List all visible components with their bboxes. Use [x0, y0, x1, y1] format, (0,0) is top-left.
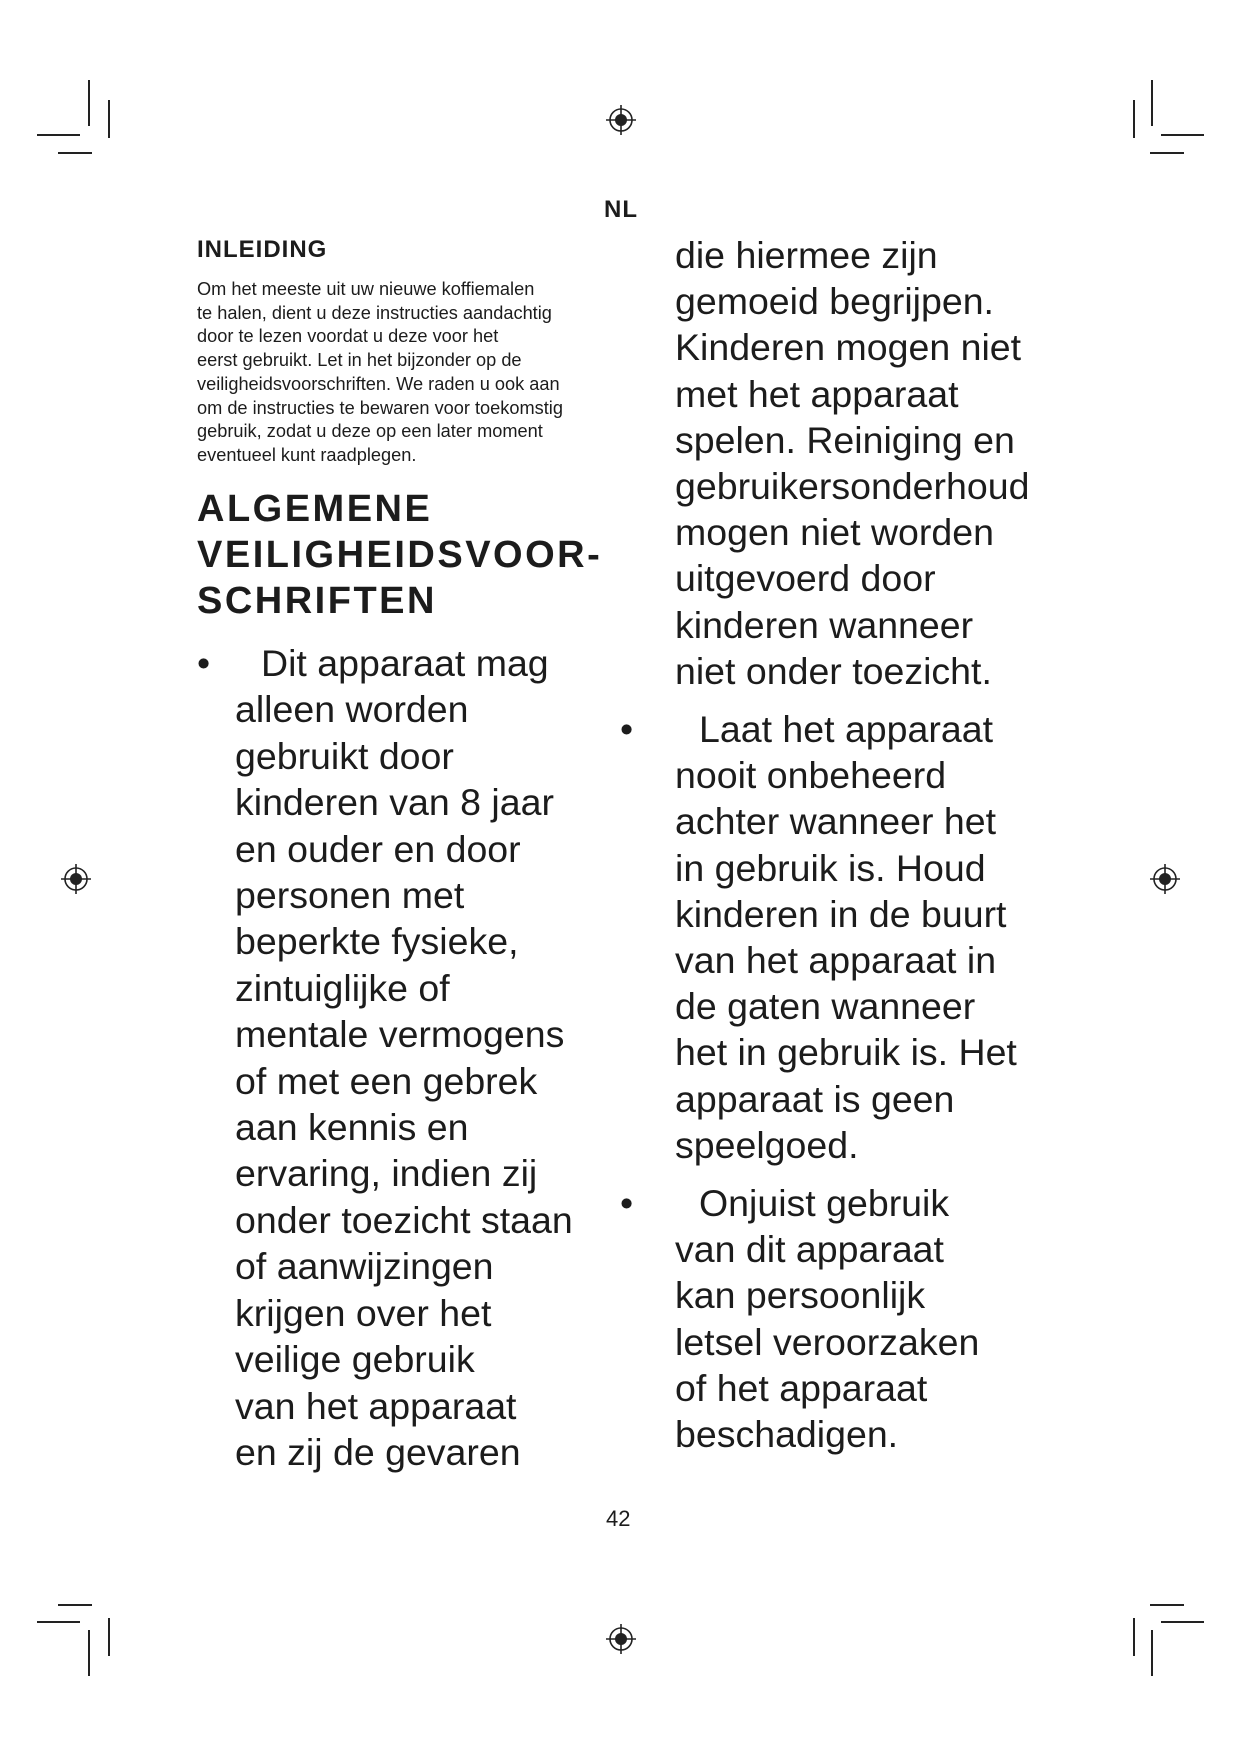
bullet-line: onder toezicht staan: [235, 1198, 573, 1241]
bullet-line: kinderen in de buurt: [675, 892, 1007, 935]
bullet-line: gemoeid begrijpen.: [675, 280, 994, 323]
language-code: NL: [604, 196, 638, 223]
bullet-dot: •: [620, 1182, 634, 1225]
bullet-line: alleen worden: [235, 688, 469, 731]
bullet-line: uitgevoerd door: [675, 557, 936, 600]
bullet-line: aan kennis en: [235, 1106, 469, 1149]
crop-mark: [1133, 100, 1135, 138]
bullet-line: veilige gebruik: [235, 1338, 475, 1381]
bullet-line: Kinderen mogen niet: [675, 326, 1022, 369]
bullet-line: of het apparaat: [675, 1366, 928, 1409]
crop-mark: [1161, 1621, 1204, 1623]
bullet-line: in gebruik is. Houd: [675, 846, 986, 889]
intro-heading: INLEIDING: [197, 236, 328, 263]
bullet-line: Laat het apparaat: [699, 708, 993, 751]
crop-mark: [88, 1630, 90, 1676]
bullet-1-continued: [675, 232, 1060, 694]
bullet-line: niet onder toezicht.: [675, 649, 992, 692]
bullet-line: met het apparaat: [675, 372, 959, 415]
intro-paragraph: [197, 278, 617, 468]
bullet-line: kan persoonlijk: [675, 1274, 926, 1317]
bullet-line: Dit apparaat mag: [261, 642, 549, 684]
bullet-text: [620, 706, 1060, 1168]
safety-heading-line: VEILIGHEIDSVOOR-: [197, 534, 603, 576]
right-column: [620, 232, 1060, 1457]
bullet-line: van het apparaat in: [675, 939, 997, 982]
intro-line: om de instructies te bewaren voor toekomstig: [197, 397, 563, 418]
intro-line: Om het meeste uit uw nieuwe koffiemalen: [197, 279, 535, 299]
registration-mark-icon: [59, 862, 93, 896]
bullet-line: Onjuist gebruik: [699, 1182, 950, 1225]
bullet-line: mogen niet worden: [675, 511, 994, 554]
safety-heading-line: ALGEMENE: [197, 488, 433, 530]
registration-mark-icon: [1148, 862, 1182, 896]
bullet-line: apparaat is geen: [675, 1077, 955, 1120]
registration-mark-icon: [604, 1622, 638, 1656]
bullet-line: personen met: [235, 874, 465, 917]
safety-heading: [197, 486, 602, 624]
bullet-line: kinderen van 8 jaar: [235, 781, 554, 824]
bullet-line: mentale vermogens: [235, 1013, 565, 1056]
bullet-line: en ouder en door: [235, 827, 521, 870]
intro-line: eerst gebruikt. Let in het bijzonder op de: [197, 350, 522, 371]
crop-mark: [1150, 1604, 1184, 1606]
crop-mark: [58, 1604, 92, 1606]
crop-mark: [1151, 80, 1153, 126]
crop-mark: [37, 1621, 80, 1623]
bullet-line: of aanwijzingen: [235, 1245, 494, 1288]
bullet-line: gebruikt door: [235, 734, 454, 777]
bullet-line: achter wanneer het: [675, 800, 997, 843]
registration-mark-icon: [604, 103, 638, 137]
intro-line: gebruik, zodat u deze op een later moment: [197, 421, 543, 442]
bullet-line: beperkte fysieke,: [235, 920, 519, 963]
intro-line: veiligheidsvoorschriften. We raden u ook aan: [197, 373, 560, 394]
crop-mark: [1133, 1618, 1135, 1656]
crop-mark: [1150, 152, 1184, 154]
bullet-line: letsel veroorzaken: [675, 1320, 980, 1363]
crop-mark: [108, 1618, 110, 1656]
bullet-line: en zij de gevaren: [235, 1430, 521, 1473]
bullet-line: kinderen wanneer: [675, 603, 974, 646]
bullet-line: van het apparaat: [235, 1384, 517, 1427]
page-number: 42: [606, 1506, 631, 1531]
intro-line: door te lezen voordat u deze voor het: [197, 326, 499, 347]
bullet-dot: •: [620, 708, 634, 751]
bullet-line: van dit apparaat: [675, 1228, 944, 1271]
crop-mark: [58, 152, 92, 154]
bullet-line: nooit onbeheerd: [675, 754, 947, 797]
bullet-line: het in gebruik is. Het: [675, 1031, 1017, 1074]
bullet-line: of met een gebrek: [235, 1059, 538, 1102]
intro-line: te halen, dient u deze instructies aandachtig: [197, 302, 552, 323]
safety-bullet-2: [620, 706, 1060, 1168]
intro-line: eventueel kunt raadplegen.: [197, 444, 417, 465]
bullet-text: [620, 1180, 1060, 1457]
bullet-line: speelgoed.: [675, 1123, 859, 1166]
bullet-line: zintuiglijke of: [235, 966, 450, 1009]
bullet-dot: •: [197, 642, 211, 684]
crop-mark: [37, 134, 80, 136]
safety-heading-line: SCHRIFTEN: [197, 580, 437, 622]
crop-mark: [1161, 134, 1204, 136]
crop-mark: [108, 100, 110, 138]
intro-section: [197, 236, 617, 468]
crop-mark: [88, 80, 90, 126]
bullet-text: [197, 640, 627, 1475]
bullet-line: spelen. Reiniging en: [675, 418, 1015, 461]
bullet-item: [197, 640, 627, 1475]
bullet-line: ervaring, indien zij: [235, 1152, 538, 1195]
bullet-line: die hiermee zijn: [675, 234, 938, 276]
bullet-line: gebruikersonderhoud: [675, 465, 1030, 508]
bullet-line: krijgen over het: [235, 1291, 492, 1334]
crop-mark: [1151, 1630, 1153, 1676]
safety-bullet-1: [197, 640, 627, 1475]
safety-bullet-3: [620, 1180, 1060, 1457]
bullet-line: beschadigen.: [675, 1413, 899, 1456]
bullet-line: de gaten wanneer: [675, 985, 976, 1028]
